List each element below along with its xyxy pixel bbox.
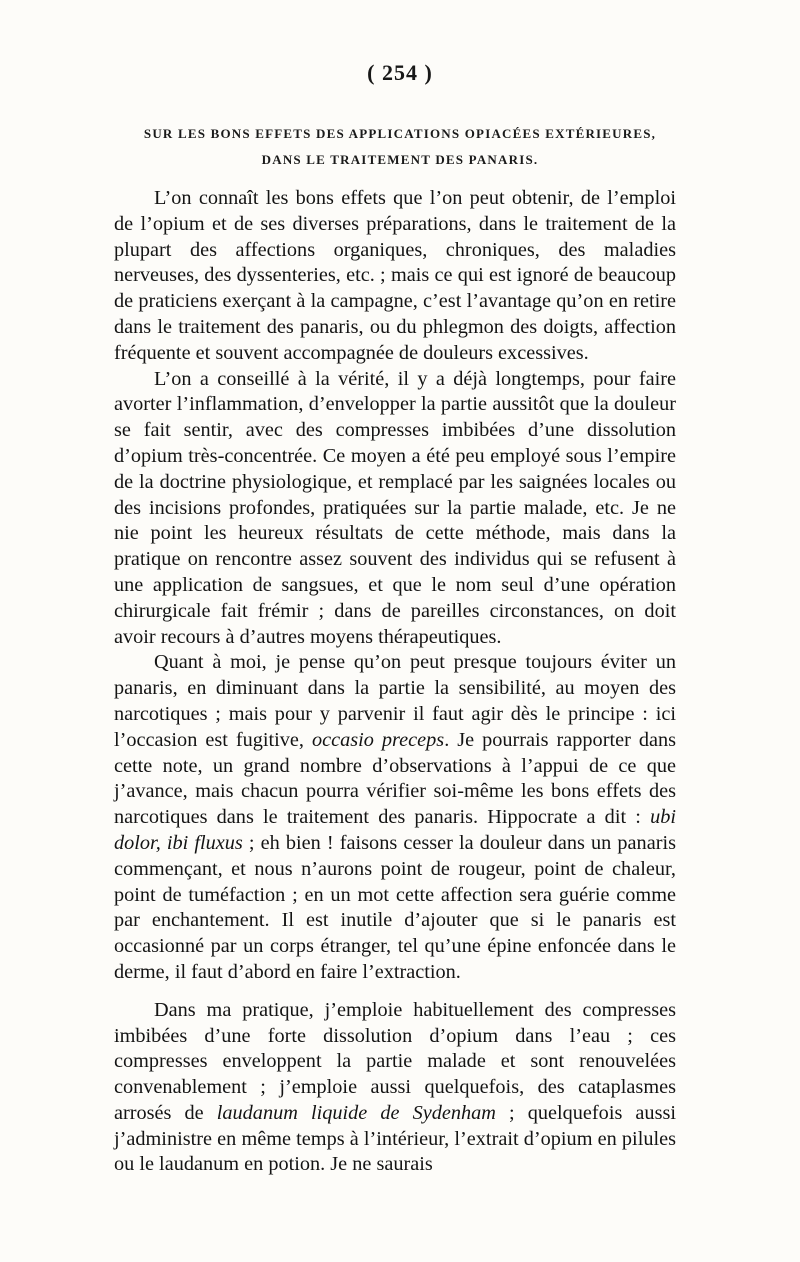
paragraph-2: L’on a conseillé à la vérité, il y a déjà longtemps, pour faire avorter l’inflammation, d’envelopper la partie aussitôt que la douleur se fait sentir, avec des compresses imbibées d’une dissolution d’opium très-concentrée. Ce moyen a été peu employé sous l’empire de la doctrine physiologique, et remplacé par les saignées locales ou des incisions profondes, pratiquées sur la partie malade, etc. Je ne nie point les heureux résultats de cette méthode, mais dans la pratique on rencontre assez souvent des individus qui se refusent à une application de sangsues, et que le nom seul d’une opération chirurgicale fait frémir ; dans de pareilles circonstances, on doit avoir recours à d’autres moyens thérapeutiques. xyxy=(114,367,676,648)
paragraph-4-text-a: Dans ma pratique, j’emploie habituellement des compresses imbibées d’une forte dissolution d’opium dans l’eau ; ces compresses enveloppent la partie malade et sont renouvelées convenablement ; j’emploie aussi quelquefois, des cataplasmes arrosés de xyxy=(114,998,676,1124)
paragraph-3-italic-latin-2: ubi dolor, ibi fluxus xyxy=(114,806,676,854)
paragraph-4 xyxy=(114,998,676,1179)
paragraph-3 xyxy=(114,650,676,985)
paragraph-4-italic-remedy: laudanum liquide de Sydenham xyxy=(216,1101,496,1124)
paragraph-3-italic-latin-1: occasio preceps xyxy=(311,728,445,751)
article-title-line-1: SUR LES BONS EFFETS DES APPLICATIONS OPIACÉES EXTÉRIEURES, xyxy=(143,126,657,141)
paragraph-3-text-c: ; eh bien ! faisons cesser la douleur dans un panaris commençant, et nous n’aurons point de rougeur, point de chaleur, point de tuméfaction ; en un mot cette affection sera guérie comme par enchantement. Il est inutile d’ajouter que si le panaris est occasionné par un corps étranger, tel qu’une épine enfoncée dans le derme, il faut d’abord en faire l’extraction. xyxy=(114,831,676,983)
paragraph-1: L’on connaît les bons effets que l’on peut obtenir, de l’emploi de l’opium et de ses diverses préparations, dans le traitement de la plupart des affections organiques, chroniques, des maladies nerveuses, des dyssenteries, etc. ; mais ce qui est ignoré de beaucoup de praticiens exerçant à la campagne, c’est l’avantage qu’on en retire dans le traitement des panaris, ou du phlegmon des doigts, affection fréquente et souvent accompagnée de douleurs excessives. xyxy=(114,187,676,364)
article-title-line-2: DANS LE TRAITEMENT DES PANARIS. xyxy=(261,152,539,167)
paragraph-3-text-a: Quant à moi, je pense qu’on peut presque toujours éviter un panaris, en diminuant dans la partie la sensibilité, au moyen des narcotiques ; mais pour y parvenir il faut agir dès le principe : ici l’occasion est fugitive, xyxy=(114,651,676,751)
article-body xyxy=(114,186,676,1178)
paragraph-4-text-b: ; quelquefois aussi j’administre en même temps à l’intérieur, l’extrait d’opium en pilules ou le laudanum en potion. Je ne saurais xyxy=(114,1101,676,1176)
paragraph-3-text-b: . Je pourrais rapporter dans cette note, un grand nombre d’observations à l’appui de ce que j’avance, mais chacun pourra vérifier soi-même les bons effets des narcotiques dans le traitement des panaris. Hippocrate a dit : xyxy=(114,728,676,829)
page-number: ( 254 ) xyxy=(367,60,433,85)
